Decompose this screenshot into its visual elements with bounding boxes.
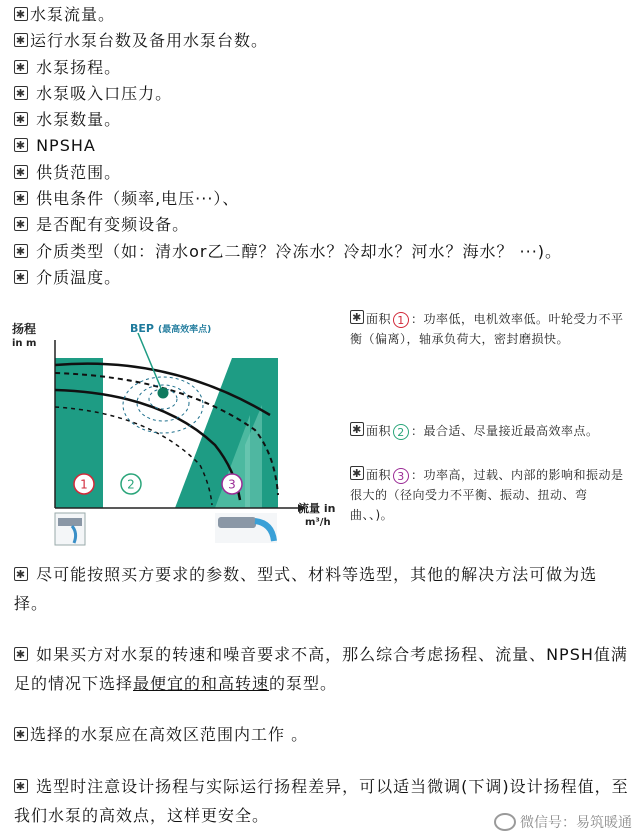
area-2-badge: 2 <box>393 424 409 440</box>
list-item: ✱ 供电条件（频率,电压···）、 <box>15 189 240 209</box>
bullet-icon: ✱ <box>15 34 27 48</box>
low-flow-illustration <box>55 513 85 545</box>
bullet-icon: ✱ <box>350 422 364 436</box>
high-flow-illustration <box>215 513 277 543</box>
y-axis-label: 扬程 <box>12 322 37 336</box>
watermark: 微信号：易筑暖通 <box>494 812 632 832</box>
bullet-icon: ✱ <box>15 568 27 581</box>
area-1-note: ✱ 面积 1 ：功率低，电机效率低。叶轮受力不平衡（偏离），轴承负荷大，密封磨损快。 <box>350 311 624 346</box>
bep-pointer <box>138 333 163 393</box>
requirements-list <box>14 2 634 291</box>
highlight-text: 最便宜的和高转速 <box>133 674 270 693</box>
bep-sublabel: (最高效率点) <box>158 325 212 335</box>
bullet-icon: ✱ <box>15 728 27 741</box>
area-3-note: ✱ 面积 3 ：功率高，过载、内部的影响和振动是很大的（径向受力不平衡、振动、扭动、弯曲、、)。 <box>350 467 624 522</box>
list-item: ✱ 供货范围。 <box>15 162 122 182</box>
bullet-icon: ✱ <box>15 648 27 661</box>
bep-point <box>158 388 169 399</box>
bullet-icon: ✱ <box>350 466 364 480</box>
bullet-icon: ✱ <box>15 113 27 127</box>
x-axis-unit: m³/h <box>305 517 331 528</box>
pump-curve-figure <box>0 295 350 555</box>
bullet-icon: ✱ <box>15 192 27 206</box>
list-item: ✱ 介质类型（如：清水or乙二醇？冷冻水？冷却水？河水？海水？ ···)。 <box>15 241 563 261</box>
paragraph-3: ✱ 选择的水泵应在高效区范围内工作 。 <box>15 725 309 744</box>
list-item: ✱ 水泵扬程。 <box>15 57 122 77</box>
list-item: ✱ 水泵数量。 <box>15 110 122 130</box>
x-axis-label: 流量 in <box>298 502 336 515</box>
bullet-icon: ✱ <box>15 270 27 284</box>
bullet-icon: ✱ <box>15 165 27 179</box>
pump-curve-diagram <box>0 295 640 555</box>
bullet-icon: ✱ <box>15 244 27 258</box>
area-3-label: 3 <box>228 477 236 492</box>
y-axis-unit: in m <box>12 338 37 349</box>
bullet-icon: ✱ <box>15 86 27 100</box>
area-2-label: 2 <box>127 477 135 492</box>
paragraph-2: ✱ 如果买方对水泵的转速和噪音要求不高，那么综合考虑扬程、流量、NPSH值满足的情况下选择最便宜的和高转速的泵型。 <box>14 645 628 693</box>
paragraph-4: ✱ 选型时注意设计扬程与实际运行扬程差异，可以适当微调(下调)设计扬程值，至我们水泵的高效点，这样更安全。 <box>14 777 629 825</box>
area-2-note: ✱ 面积 2 ：最合适、尽量接近最高效率点。 <box>350 421 630 441</box>
list-item: ✱ NPSHA <box>15 136 96 156</box>
bullet-icon: ✱ <box>15 218 27 232</box>
bullet-icon: ✱ <box>15 60 27 74</box>
bullet-icon: ✱ <box>15 139 27 153</box>
wechat-icon <box>494 813 516 831</box>
bullet-icon: ✱ <box>15 780 27 793</box>
list-item: ✱ 介质温度。 <box>15 267 122 287</box>
list-item: ✱ 水泵吸入口压力。 <box>15 83 173 103</box>
list-item: ✱ 水泵流量。 <box>15 5 116 24</box>
area-1-badge: 1 <box>393 312 409 328</box>
paragraph-1: ✱ 尽可能按照买方要求的参数、型式、材料等选型，其他的解决方法可做为选择。 <box>14 565 598 613</box>
bullet-icon: ✱ <box>15 8 27 21</box>
list-item: ✱ 是否配有变频设备。 <box>15 215 190 235</box>
bep-label: BEP <box>130 322 154 335</box>
bullet-icon: ✱ <box>350 310 364 324</box>
area-1-label: 1 <box>80 477 88 492</box>
list-item: ✱ 运行水泵台数及备用水泵台数。 <box>15 31 269 51</box>
area-3-badge: 3 <box>393 468 409 484</box>
